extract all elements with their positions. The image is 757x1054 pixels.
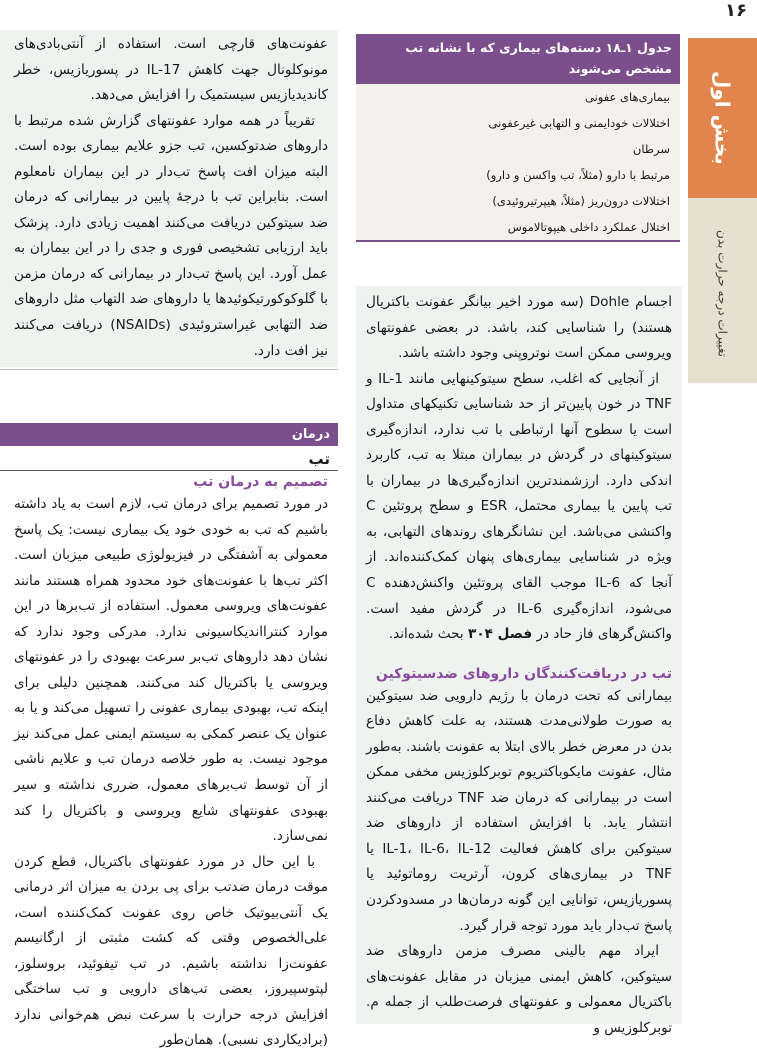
paragraph-text: بحث شده‌اند.: [388, 626, 464, 643]
table-row: بیماری‌های عفونی: [584, 90, 670, 104]
left-column-bottom: [0, 474, 338, 1049]
paragraph-text: از آنجایی که اغلب، سطح سیتوکینهایی مانند IL-1 و TNF در خون پایین‌تر از حد شناسایی تکنیکهای متداول است یا سطوح آنها ارتباطی با تب ندارد، اندازه‌گیری سیتوکینهای در گردش در بیماران مبتلا به تب، کاربرد اندکی دارد. ارزشمندترین اندازه‌گیری‌ها در بیماران با تب پایین یا بیماری محتمل، ESR و سطح پروتئین C واکنشی می‌باشد. این نشانگرهای روندهای التهابی، به ویژه در شناسایی بیماری‌های پنهان کمک‌کننده‌اند. از آنجا که IL-6 موجب القای پروتئین واکنش‌دهنده C می‌شود، اندازه‌گیری IL-6 در گردش مفید است. واکنش‌گرهای فاز حاد در: [366, 370, 672, 643]
table-row: اختلال عملکرد داخلی هیپوتالاموس: [507, 220, 670, 234]
sub-heading: تصمیم به درمان تب: [193, 474, 328, 490]
fever-heading: تب: [0, 447, 338, 471]
body-paragraph: اجسام Dohle (سه مورد اخیر بیانگر عفونت باکتریال هستند) را شناسایی کند، باشد. در بعضی عفونتهای ویروسی ممکن است نوتروپنی وجود داشته باشد.: [366, 294, 673, 362]
chapter-title: بخش اول: [710, 71, 735, 165]
body-paragraph: در مورد تصمیم برای درمان تب، لازم است به یاد داشته باشیم که تب به خودی خود یک بیماری نیست: یک پاسخ معمولی به آشفتگی در فیزیولوژی طبیعی میزبان است. اکثر تب‌ها با عفونت‌های خود محدود همراه هستند مانند عفونت‌های ویروسی معمول. استفاده از تب‌برها در این موارد کنترااندیکاسیونی ندارد. مدرکی وجود ندارد که نشان دهد داروهای تب‌بر سرعت بهبودی را در عفونتهای ویروسی یا باکتریال کند می‌کنند. همچنین دلیلی برای اینکه تب، بهبودی بیماری عفونی را تسهیل می‌کند و یا به عنوان یک عنصر کمکی به سیستم ایمنی عمل می‌کند نیز موجود نیست. به طور خلاصه درمان تب و علایم ناشی از آن توسط تب‌برهای معمول، ضرری نداشته و سیر بهبودی عفونتهای شایع ویروسی و باکتریال را کند نمی‌سازد.: [14, 496, 328, 845]
table-caption: جدول ۱ـ۱۸ دسته‌های بیماری که با نشانه تب مشخص می‌شوند: [356, 34, 680, 84]
page-number: ۱۶: [725, 0, 747, 21]
chapter-tab-accent: [688, 38, 757, 198]
body-paragraph: با این حال در مورد عفونتهای باکتریال، قطع کردن موقت درمان ضدتب برای پی بردن به میزان اثر درمانی یک آنتی‌بیوتیک خاص روی عفونت کمک‌کننده است، علی‌الخصوص وقتی که کشت مثبتی از ارگانیسم عفونت‌زا نداشته باشیم. در تب تیفوئید، بروسلوز، لپتوسپیروز، بعضی تب‌های دارویی و تب ساختگی افزایش درجه حرارت با سرعت نبض هم‌خوانی ندارد (برادیکاردی نسبی). همان‌طور: [14, 853, 328, 1049]
fever-categories-table: [356, 34, 680, 242]
treatment-section-bar: درمان: [0, 423, 338, 446]
body-paragraph: تقریباً در همه موارد عفونتهای گزارش شده مرتبط با داروهای ضدتوکسین، تب جزو علایم بیماری بوده است. البته میزان افت پاسخ تب‌دار در این بیماران نامعلوم است. بنابراین تب با درجهٔ پایین در بیمارانی که درمان ضد سیتوکین دریافت می‌کنند اهمیت زیادی دارد. پزشک باید ارزیابی تشخیصی فوری و جدی را در این بیماران به عمل آورد. این پاسخ تب‌دار در بیمارانی که درمان مزمن با گلوکوکورتیکوئیدها یا داروهای ضد التهاب مثل داروهای ضد التهابی غیراستروئیدی (NSAIDs) دریافت می‌کنند نیز افت دارد.: [14, 112, 328, 359]
table-row: اختلالات درون‌ریز (مثلاً، هیپرتیروئیدی): [492, 194, 670, 208]
body-paragraph: ایراد مهم بالینی مصرف مزمن داروهای ضد سیتوکین، کاهش ایمنی میزبان در مقابل عفونت‌های باکتریال معمولی و عفونتهای فرصت‌طلب از جمله م. توبرکلوزیس و: [366, 943, 672, 1036]
body-paragraph: عفونت‌های قارچی است. استفاده از آنتی‌بادی‌های مونوکلونال جهت کاهش IL-17 در پسوریازیس، خطر کاندیدیازیس سیستمیک را افزایش می‌دهد.: [14, 36, 329, 104]
table-row: سرطان: [632, 142, 670, 156]
chapter-tab: [688, 38, 757, 383]
chapter-reference: فصل ۳۰۴: [468, 626, 533, 643]
table-bottom-rule: [356, 240, 680, 242]
table-row: مرتبط با دارو (مثلاً، تب واکسن و دارو): [486, 168, 670, 182]
body-paragraph: بیمارانی که تحت درمان با رژیم دارویی ضد سیتوکین به صورت طولانی‌مدت هستند، به علت کاهش دفاع بدن در معرض خطر بالای ابتلا به عفونت باشند. به‌طور مثال، عفونت مایکوباکتریوم توبرکلوزیس مخفی ممکن است در بیمارانی که درمان ضد TNF دریافت می‌کنند انتشار یابد. با افزایش استفاده از داروهای ضد سیتوکین برای کاهش فعالیت IL-1، IL-6، IL-12 یا TNF در بیماری‌های کرون، آرتریت روماتوئید یا پسوریازیس، توانایی این گونه درمان‌ها در مسدودکردن پاسخ تب‌دار باید مورد توجه قرار گیرد.: [366, 687, 672, 934]
body-paragraph: [366, 367, 672, 648]
divider: [0, 369, 338, 370]
section-heading: تب در دریافت‌کنندگان داروهای ضدسیتوکین: [375, 665, 672, 682]
left-column-top: [0, 30, 338, 367]
right-column: [356, 286, 682, 1036]
table-row: اختلالات خودایمنی و التهابی غیرعفونی: [488, 116, 670, 130]
chapter-subtitle: تغییرات درجه حرارت بدن: [715, 229, 730, 357]
